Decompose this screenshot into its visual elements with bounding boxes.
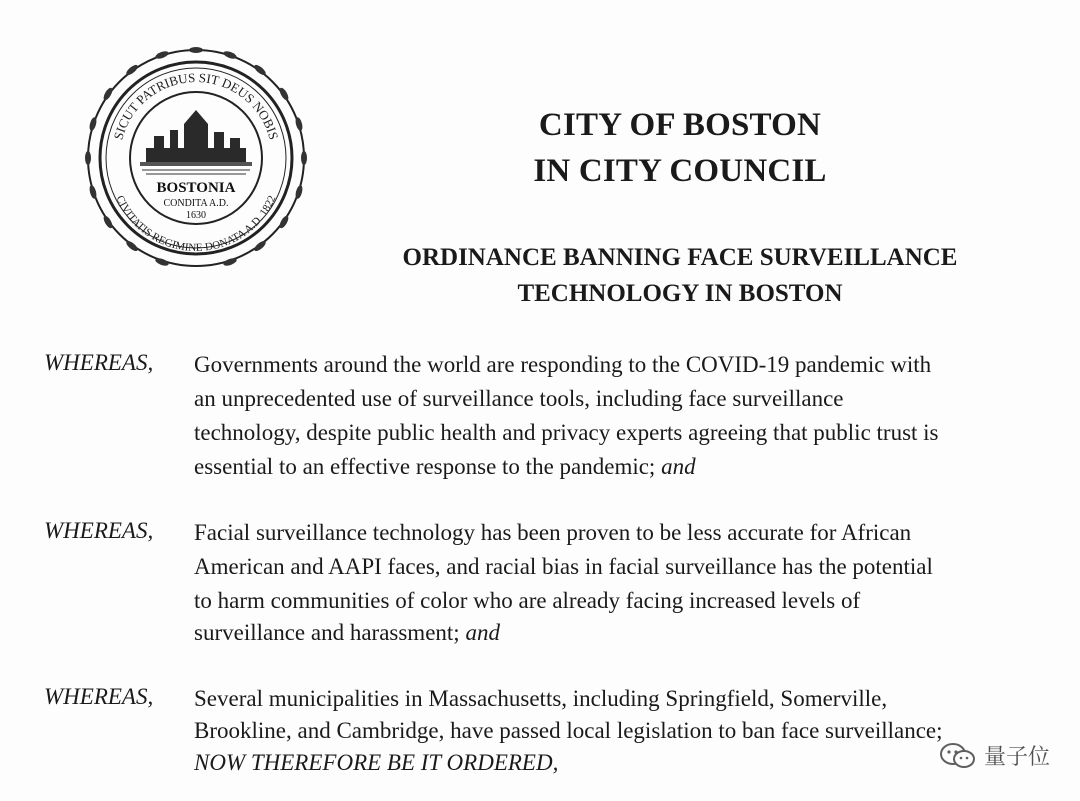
final-ordered-line: NOW THEREFORE BE IT ORDERED, [194, 750, 559, 775]
whereas-label: WHEREAS, [44, 518, 154, 543]
seal-bottom-motto: CIVITATIS REGIMINE DONATA A.D. 1822 [113, 193, 279, 255]
paragraph-tail: and [465, 620, 500, 645]
paragraph-text: surveillance and harassment; [194, 620, 460, 645]
seal-top-motto: SICUT PATRIBUS SIT DEUS NOBIS [110, 69, 282, 142]
paragraph-text: essential to an effective response to the pandemic; [194, 454, 656, 479]
wechat-icon [938, 742, 978, 770]
ordinance-title-line-2: TECHNOLOGY IN BOSTON [517, 280, 843, 307]
paragraph-line: Facial surveillance technology has been proven to be less accurate for African [194, 520, 912, 545]
paragraph-line: technology, despite public health and privacy experts agreeing that public trust is [194, 420, 939, 445]
watermark-text: 量子位 [983, 745, 1050, 770]
paragraph-line: Brookline, and Cambridge, have passed local legislation to ban face surveillance; [194, 718, 943, 743]
ordinance-title-line-1: ORDINANCE BANNING FACE SURVEILLANCE [402, 244, 958, 271]
council-title: IN CITY COUNCIL [533, 153, 827, 189]
paragraph-line: American and AAPI faces, and racial bias in facial surveillance has the potential [194, 554, 933, 579]
paragraph-line: an unprecedented use of surveillance tools, including face surveillance [194, 386, 844, 411]
seal-name: BOSTONIA [156, 180, 236, 196]
watermark [938, 740, 1050, 771]
seal-condita: CONDITA A.D. [163, 198, 229, 209]
paragraph-line [194, 450, 696, 483]
city-title: CITY OF BOSTON [538, 107, 822, 143]
whereas-label: WHEREAS, [44, 350, 154, 375]
paragraph-line: Governments around the world are responding to the COVID-19 pandemic with [194, 352, 932, 377]
paragraph-line [194, 616, 500, 649]
paragraph-line: Several municipalities in Massachusetts, including Springfield, Somerville, [194, 686, 888, 711]
paragraph-line: to harm communities of color who are already facing increased levels of [194, 588, 861, 613]
seal-year: 1630 [186, 210, 206, 221]
paragraph-tail: and [661, 454, 696, 479]
whereas-label: WHEREAS, [44, 684, 154, 709]
city-seal [80, 40, 312, 276]
